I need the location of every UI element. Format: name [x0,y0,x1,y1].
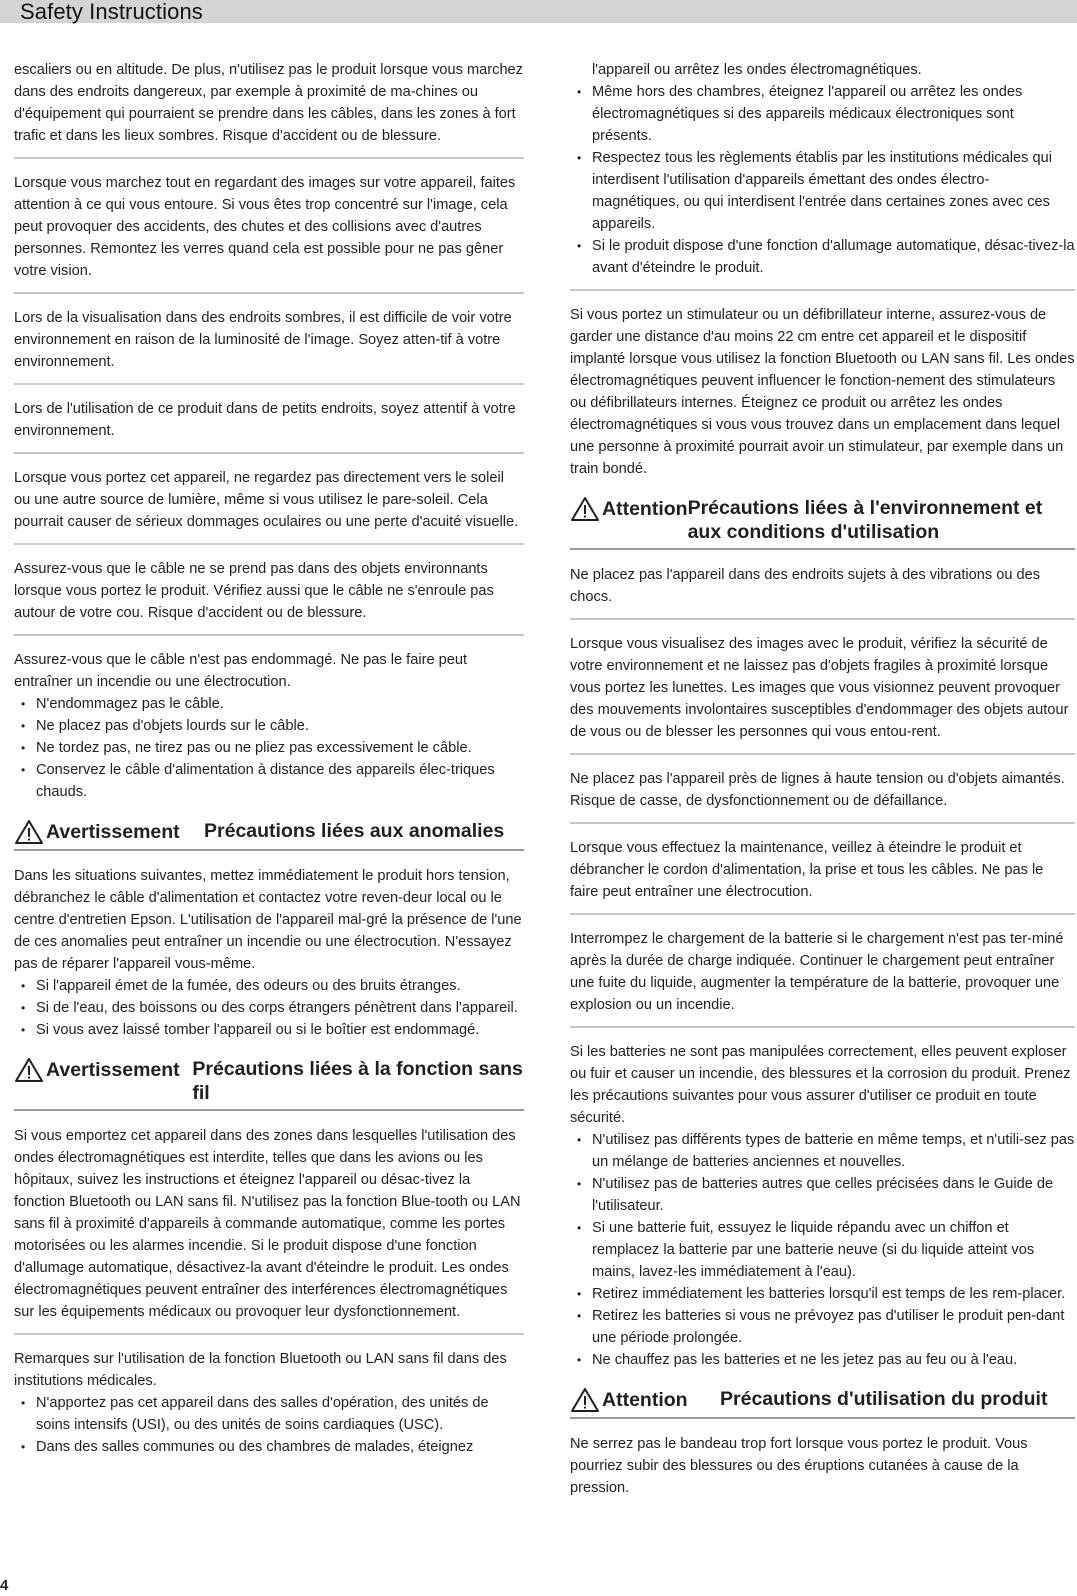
paragraph: Lors de la visualisation dans des endroits sombres, il est difficile de voir votre environnement en raison de la luminosité de l'image. Soyez atten-tif à votre environnement. [14,310,512,370]
warning-triangle-icon [14,819,44,845]
caution-label: Attention [602,1389,688,1411]
paragraph: Lors de l'utilisation de ce produit dans de petits endroits, soyez attentif à votre environnement. [14,401,516,439]
divider [14,543,524,545]
divider [570,753,1075,755]
divider [14,157,524,159]
paragraph: Interrompez le chargement de la batterie si le chargement n'est pas ter-miné après la durée de charge indiquée. Continuer le chargement peut entraîner une fuite du liquide, augmenter la température de la batterie, provoquer une explosion ou un incendie. [570,931,1064,1013]
bullet-list [14,1392,524,1458]
paragraph: Si les batteries ne sont pas manipulées correctement, elles peuvent exploser ou fuir et causer un incendie, des blessures et la corrosion du produit. Prenez les précautions suivantes pour vous assurer d'utiliser ce produit en toute sécurité. [570,1044,1071,1126]
paragraph: Si vous portez un stimulateur ou un défibrillateur interne, assurez-vous de garder une distance d'au moins 22 cm entre cet appareil et le dispositif implanté lorsque vous utilisez la fonction Bluetooth ou LAN sans fil. Les ondes électromagnétiques peuvent influencer le fonction-nement des stimulateurs ou défibrillateurs internes. Éteignez ce produit ou arrêtez les ondes électromagnétiques si vous vous trouvez dans un emplacement dans lequel une personne à proximité pourrait avoir un stimulateur, par exemple dans un train bondé. [570,307,1075,477]
list-item: • Si une batterie fuit, essuyez le liquide répandu avec un chiffon et remplacez la batterie par une batterie neuve (si du liquide atteint vos mains, lavez-les immédiatement à l'eau). [570,1217,1075,1283]
warning-triangle-icon [14,1057,44,1083]
paragraph: Ne serrez pas le bandeau trop fort lorsque vous portez le produit. Vous pourriez subir des blessures ou des éruptions cutanées à cause de la pression. [570,1436,1028,1496]
divider [570,913,1075,915]
list-item: • Même hors des chambres, éteignez l'appareil ou arrêtez les ondes électromagnétiques si des appareils médicaux électroniques sont présents. [570,81,1075,147]
bullet-list [14,975,524,1041]
list-item: • Ne tordez pas, ne tirez pas ou ne pliez pas excessivement le câble. [14,737,524,759]
divider [14,383,524,385]
list-item: • Si le produit dispose d'une fonction d'allumage automatique, désac-tivez-la avant d'éteindre le produit. [570,235,1075,279]
paragraph: Lorsque vous marchez tout en regardant des images sur votre appareil, faites attention à ce qui vous entoure. Si vous êtes trop concentré sur l'image, cela peut provoquer des accidents, des chutes et des collisions avec d'autres personnes. Remontez les verres quand cela est possible pour ne pas gêner votre vision. [14,175,516,279]
warning-triangle-icon [570,1387,600,1413]
paragraph: Ne placez pas l'appareil près de lignes à haute tension ou d'objets aimantés. Risque de casse, de dysfonctionnement ou de défaillance. [570,771,1065,809]
warning-label: Avertissement [46,1059,180,1081]
list-item: • Respectez tous les règlements établis par les institutions médicales qui interdisent l'utilisation d'appareils émettant des ondes électro-magnétiques, ou qui interdisent l'entrée dans certaines zones avec ces appareils. [570,147,1075,235]
list-item: • Si l'appareil émet de la fumée, des odeurs ou des bruits étranges. [14,975,524,997]
divider [570,289,1075,291]
section-title: Précautions d'utilisation du produit [720,1388,1048,1410]
page-title: Safety Instructions [20,0,203,24]
paragraph: Si vous emportez cet appareil dans des zones dans lesquelles l'utilisation des ondes électromagnétiques est interdite, telles que dans les avions ou les hôpitaux, suivez les instructions et éteignez l'appareil ou désac-tivez la fonction Bluetooth ou LAN sans fil. N'utilisez pas la fonction Blue-tooth ou LAN sans fil à proximité d'appareils à commande automatique, comme les portes motorisées ou les alarmes incendie. Si le produit dispose d'une fonction d'allumage automatique, désactivez-la avant d'éteindre le produit. Les ondes électromagnétiques peuvent entraîner des interférences électromagnétiques sur les équipements médicaux ou provoquer leur dysfonctionnement. [14,1128,521,1320]
paragraph: Assurez-vous que le câble n'est pas endommagé. Ne pas le faire peut entraîner un incendie ou une électrocution. [14,652,468,690]
right-column [570,59,1075,1499]
section-heading-environment [570,496,1075,550]
divider [570,618,1075,620]
warning-label: Avertissement [46,821,180,843]
list-item: • N'utilisez pas différents types de batterie en même temps, et n'utili-sez pas un mélange de batteries anciennes et nouvelles. [570,1129,1075,1173]
section-title: Précautions liées aux anomalies [204,820,505,842]
paragraph: Lorsque vous effectuez la maintenance, veillez à éteindre le produit et débrancher le cordon d'alimentation, la prise et tous les câbles. Ne pas le faire peut entraîner une électrocution. [570,840,1044,900]
list-item: • N'apportez pas cet appareil dans des salles d'opération, des unités de soins intensifs (USI), ou des unités de soins cardiaques (USC). [14,1392,524,1436]
paragraph: Assurez-vous que le câble ne se prend pas dans des objets environnants lorsque vous portez le produit. Vérifiez aussi que le câble ne s'enroule pas autour de votre cou. Risque d'accident ou de blessure. [14,561,494,621]
paragraph: Lorsque vous portez cet appareil, ne regardez pas directement vers le soleil ou une autre source de lumière, même si vous utilisez le pare-soleil. Cela pourrait causer de sérieux dommages oculaires ou une perte d'acuité visuelle. [14,470,519,530]
section-heading-wireless [14,1057,524,1111]
paragraph: Ne placez pas l'appareil dans des endroits sujets à des vibrations ou des chocs. [570,567,1041,605]
left-column [14,59,524,1458]
list-item: • N'utilisez pas de batteries autres que celles précisées dans le Guide de l'utilisateur. [570,1173,1075,1217]
section-heading-anomalies [14,819,524,851]
warning-triangle-icon [570,496,600,522]
list-item: • Dans des salles communes ou des chambres de malades, éteignez [14,1436,524,1458]
list-item: • Si vous avez laissé tomber l'appareil ou si le boîtier est endommagé. [14,1019,524,1041]
page-number: 4 [0,1577,9,1594]
divider [14,292,524,294]
paragraph: Dans les situations suivantes, mettez immédiatement le produit hors tension, débranchez le câble d'alimentation et contactez votre reven-deur local ou le centre d'entretien Epson. L'utilisation de l'appareil mal-gré la présence de l'une de ces anomalies peut entraîner un incendie ou une électrocution. N'essayez pas de réparer l'appareil vous-même. [14,868,522,972]
paragraph: Remarques sur l'utilisation de la fonction Bluetooth ou LAN sans fil dans des institutions médicales. [14,1351,507,1389]
divider [14,634,524,636]
section-title: Précautions liées à la fonction sans fil [192,1058,523,1104]
list-item: • N'endommagez pas le câble. [14,693,524,715]
list-item-continuation: l'appareil ou arrêtez les ondes électromagnétiques. [592,62,922,78]
list-item: • Ne chauffez pas les batteries et ne les jetez pas au feu ou à l'eau. [570,1349,1075,1371]
list-item: • Ne placez pas d'objets lourds sur le câble. [14,715,524,737]
paragraph: Lorsque vous visualisez des images avec le produit, vérifiez la sécurité de votre environnement et ne laissez pas d'objets fragiles à proximité lorsque vous portez les lunettes. Les images que vous visionnez peuvent provoquer des mouvements involontaires susceptibles d'endommager des objets autour de vous ou de blesser les personnes qui vous entou-rent. [570,636,1069,740]
list-item: • Conservez le câble d'alimentation à distance des appareils élec-triques chauds. [14,759,524,803]
bullet-list [570,81,1075,279]
list-item: • Si de l'eau, des boissons ou des corps étrangers pénètrent dans l'appareil. [14,997,524,1019]
paragraph: escaliers ou en altitude. De plus, n'utilisez pas le produit lorsque vous marchez dans des endroits dangereux, par exemple à proximité de ma-chines ou d'équipement qui pourraient se prendre dans les câbles, dans les zones à fort trafic et dans les lieux sombres. Risque d'accident ou de blessure. [14,62,523,144]
divider [570,1026,1075,1028]
bullet-list [14,693,524,803]
caution-label: Attention [602,498,688,520]
divider [14,452,524,454]
section-title: Précautions liées à l'environnement et aux conditions d'utilisation [687,497,1043,543]
divider [14,1333,524,1335]
bullet-list [570,1129,1075,1371]
header-bar [0,0,1077,23]
list-item: • Retirez immédiatement les batteries lorsqu'il est temps de les rem-placer. [570,1283,1075,1305]
section-heading-product-use [570,1387,1075,1419]
list-item: • Retirez les batteries si vous ne prévoyez pas d'utiliser le produit pen-dant une période prolongée. [570,1305,1075,1349]
divider [570,822,1075,824]
